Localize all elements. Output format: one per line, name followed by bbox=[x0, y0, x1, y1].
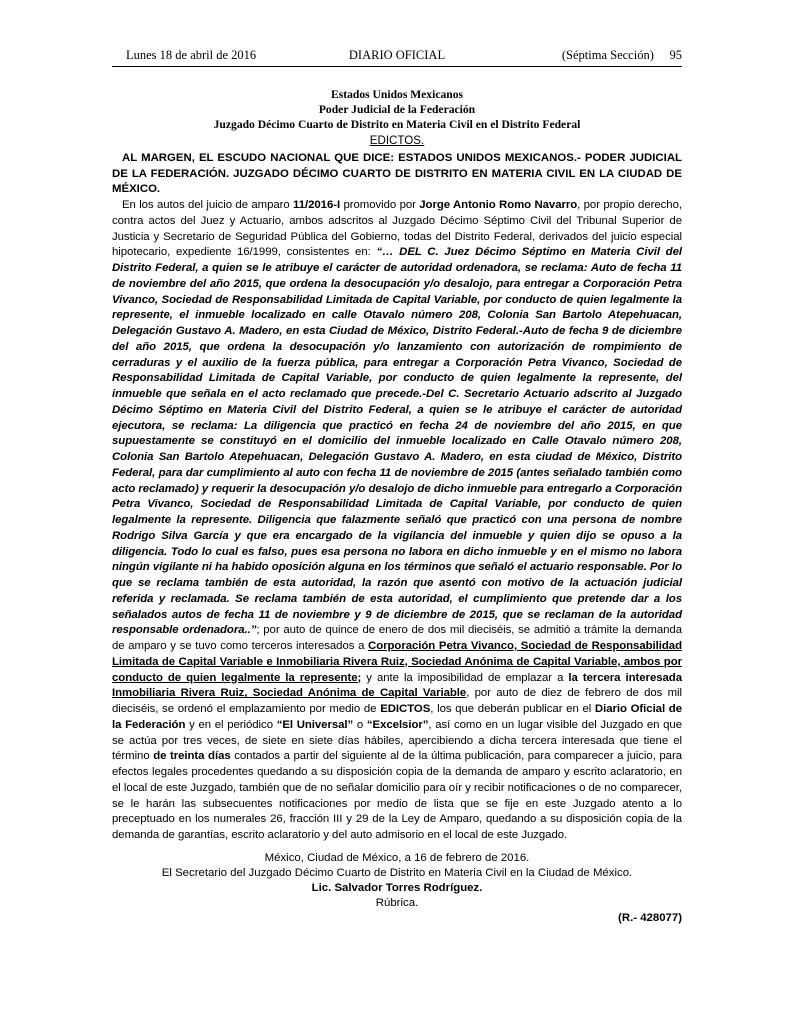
header-page-number: 95 bbox=[669, 48, 682, 62]
header-section-page bbox=[562, 48, 682, 63]
text-span: y ante la imposibilidad de emplazar a bbox=[361, 671, 569, 684]
text-span: , así como en un lugar visible del Juzgado en que se actúa por tres veces, de siete en siete días hábiles, apercibiendo a dicha tercera interesada que tiene el término bbox=[112, 718, 682, 763]
secretary-name: Lic. Salvador Torres Rodríguez. bbox=[311, 882, 483, 895]
rubrica: Rúbrica. bbox=[375, 897, 419, 910]
excelsior: “Excelsior” bbox=[366, 718, 429, 731]
terceros-interesados: Corporación Petra Vivanco, Sociedad de Responsabilidad Limitada de Capital Variable e Inmobiliaria Rivera Ruiz, Sociedad Anónima de Capital Variable, ambos por conducto de quien legalmente la represente; bbox=[112, 640, 682, 684]
place-date: México, Ciudad de México, a 16 de febrero de 2016. bbox=[264, 851, 530, 864]
title-judicial-power: Poder Judicial de la Federación bbox=[318, 103, 476, 117]
text-span: contados a partir del siguiente al de la última publicación, para comparecer a juicio, para efectos legales procedentes quedando a su disposición copia de la demanda de amparo y escrito aclaratorio, en el local de este Juzgado, también que de no señalar domicilio para oír y recibir notificaciones o de no comparecer, se le harán las subsecuentes notificaciones por medio de lista que se fije en este Juzgado atento a lo preceptuado en los numerales 26, fracción III y 29 de la Ley de Amparo, quedando a su disposición copia de la demanda de garantías, escrito aclaratorio y del auto admisorio en el local de este Juzgado. bbox=[112, 750, 682, 842]
treinta-dias: de treinta días bbox=[153, 750, 231, 763]
reference-number: (R.- 428077) bbox=[618, 911, 682, 924]
tercera-label: la tercera interesada bbox=[568, 671, 682, 684]
header-publication: DIARIO OFICIAL bbox=[348, 48, 446, 62]
amparo-number: 11/2016-I bbox=[293, 199, 341, 212]
text-span: y en el periódico bbox=[185, 718, 277, 731]
text-span: En los autos del juicio de amparo bbox=[122, 199, 294, 212]
document-page bbox=[112, 48, 682, 924]
title-edictos: EDICTOS. bbox=[369, 133, 425, 147]
signature-block bbox=[112, 851, 682, 912]
edictos-word: EDICTOS bbox=[380, 703, 431, 716]
text-span: promovido por bbox=[340, 199, 420, 212]
text-span: ; por auto de quince de enero de dos mil dieciséis, se admitió a trámite la demanda de amparo y se tuvo como terceros interesados a bbox=[112, 624, 683, 653]
diario-oficial: Diario Oficial de la Federación bbox=[112, 703, 682, 731]
header-rule bbox=[112, 66, 682, 67]
text-span: , por auto de diez de febrero de dos mil dieciséis, se ordenó el emplazamiento por medio de bbox=[112, 687, 682, 716]
header-section: (Séptima Sección) bbox=[561, 48, 654, 62]
main-paragraph bbox=[112, 198, 682, 844]
title-court: Juzgado Décimo Cuarto de Distrito en Materia Civil en el Distrito Federal bbox=[213, 118, 581, 132]
margin-paragraph: AL MARGEN, EL ESCUDO NACIONAL QUE DICE: ESTADOS UNIDOS MEXICANOS.- PODER JUDICIAL DE LA FEDERACIÓN. JUZGADO DÉCIMO CUARTO DE DISTRITO EN MATERIA CIVIL EN LA CIUDAD DE MÉXICO. bbox=[112, 151, 682, 196]
tercera-name: Inmobiliaria Rivera Ruiz, Sociedad Anónima de Capital Variable bbox=[112, 687, 467, 700]
text-span: , por propio derecho, contra actos del Juez y Actuario, ambos adscritos al Juzgado Décimo Séptimo Civil del Tribunal Superior de Justicia y Secretario de Seguridad Pública del Gobierno, todas del Distrito Federal, derivados del juicio especial hipotecario, expediente 16/1999, consistentes en: bbox=[112, 199, 682, 259]
secretary-position: El Secretario del Juzgado Décimo Cuarto de Distrito en Materia Civil en la Ciudad de México. bbox=[161, 867, 633, 880]
title-country: Estados Unidos Mexicanos bbox=[330, 88, 464, 101]
edict-body bbox=[112, 151, 682, 844]
text-span: , los que deberán publicar en el bbox=[430, 703, 595, 716]
acto-reclamado: “… DEL C. Juez Décimo Séptimo en Materia Civil del Distrito Federal, a quien se le atribuye el carácter de autoridad ordenadora, se reclama: Auto de fecha 11 de noviembre del año 2015, que ordena la desocupación y/o desalojo, para entregar a Corporación Petra Vivanco, Sociedad de Responsabilidad Limitada de Capital Variable, por conducto de quien legalmente la represente, el inmueble localizado en calle Otavalo número 208, Colonia San Bartolo Atepehuacan, Delegación Gustavo A. Madero, en esta Ciudad de México, Distrito Federal.-Auto de fecha 9 de diciembre del año 2015, que ordena la desocupación y/o lanzamiento con autorización de rompimiento de cerraduras y el auxilio de la fuerza pública, para entregar a Corporación Petra Vivanco, Sociedad de Responsabilidad Limitada de Capital Variable, por conducto de quien legalmente la represente, del inmueble que señala en el acto reclamado que precede.-Del C. Secretario Actuario adscrito al Juzgado Décimo Séptimo en Materia Civil del Distrito Federal, a quien se le atribuye el carácter de autoridad ejecutora, se reclama: La diligencia que practicó en fecha 24 de noviembre del año 2015, en que supuestamente se constituyó en el domicilio del inmueble localizado en Calle Otavalo número 208, Colonia San Bartolo Atepehuacan, Delegación Gustavo A. Madero, en esta ciudad de México, Distrito Federal, para dar cumplimiento al auto con fecha 11 de noviembre de 2015 (antes señalado también como acto reclamado) y requerir la desocupación y/o desalojo de dicho inmueble para entregarlo a Corporación Petra Vivanco, Sociedad de Responsabilidad Limitada de Capital Variable, por conducto de quien legalmente la represente. Diligencia que falazmente señaló que practicó con una persona de nombre Rodrigo Silva García y que era encargado de la vigilancia del inmueble y quien dijo se opuso a la diligencia. Todo lo cual es falso, pues esa persona no labora en dicho inmueble y en el mismo no labora ningún vigilante ni ha habido oposición alguna en los términos que señaló el actuario responsable. Por lo que se reclama también de esta autoridad, la razón que asentó con motivo de la actuación judicial referida y reclamada. Se reclama también de esta autoridad, el cumplimiento que pretende dar a los señalados autos de fecha 11 de noviembre y 9 de diciembre de 2015, que se reclaman de la autoridad responsable ordenadora..” bbox=[112, 246, 682, 637]
page-header bbox=[112, 48, 682, 64]
text-span: o bbox=[353, 718, 367, 731]
promovente-name: Jorge Antonio Romo Navarro bbox=[419, 199, 578, 212]
header-date: Lunes 18 de abril de 2016 bbox=[126, 48, 257, 62]
el-universal: “El Universal” bbox=[276, 718, 354, 731]
edict-titles bbox=[112, 87, 682, 148]
